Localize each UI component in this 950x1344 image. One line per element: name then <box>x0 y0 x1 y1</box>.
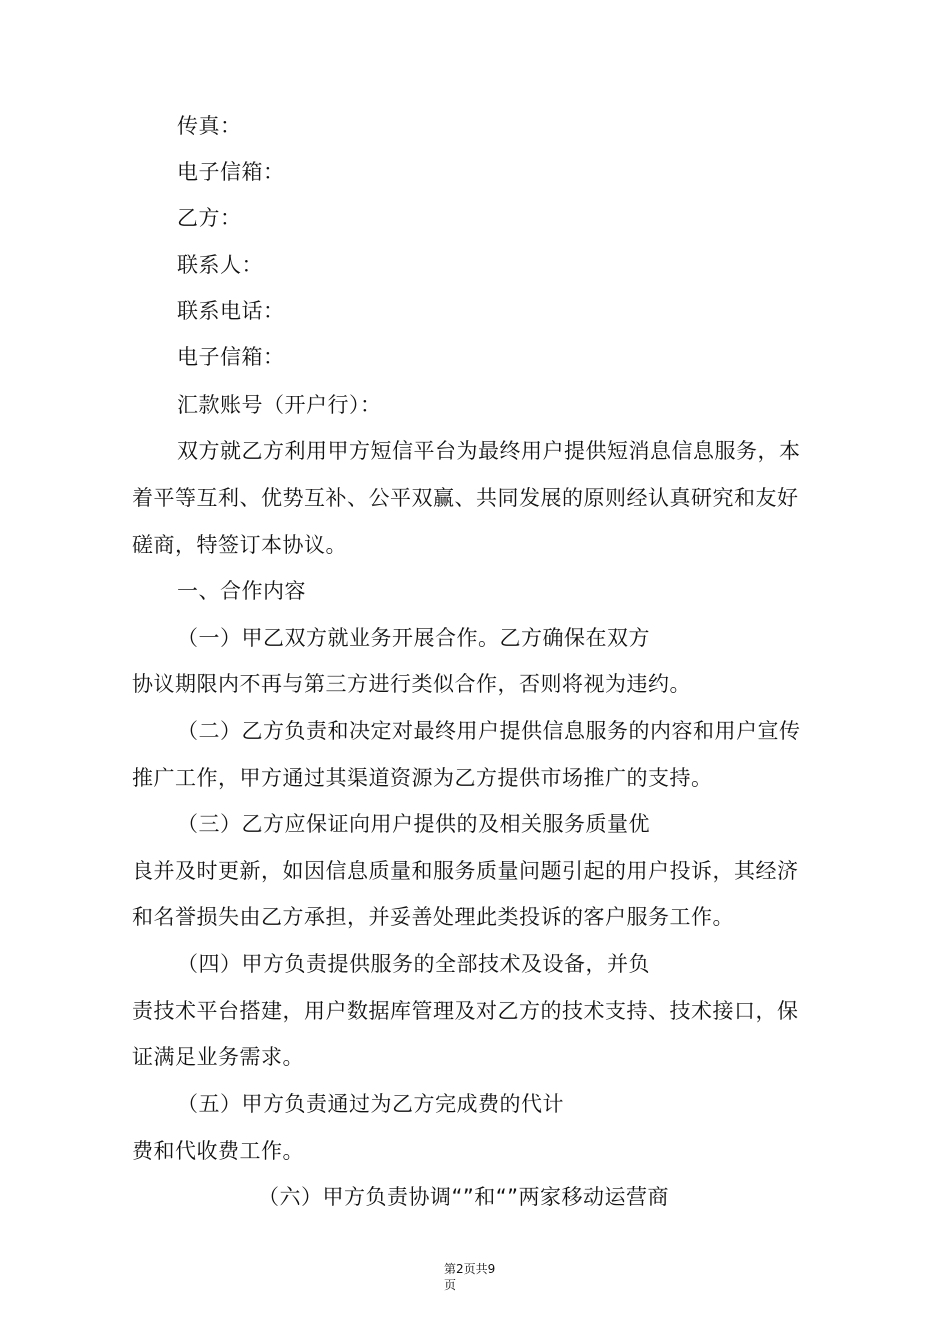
clause-4-line-3: 证满足业务需求。 <box>132 1045 304 1069</box>
page-number-line-2: 页 <box>444 1278 457 1292</box>
preamble-line-1: 双方就乙方利用甲方短信平台为最终用户提供短消息信息服务，本 <box>177 439 801 463</box>
clause-2-line-1: （二）乙方负责和决定对最终用户提供信息服务的内容和用户宣传 <box>177 719 801 743</box>
bank-account-label: 汇款账号（开户行）： <box>177 393 382 417</box>
clause-6-line-1: （六）甲方负责协调“”和“”两家移动运营商 <box>258 1185 670 1209</box>
contact-phone-label: 联系电话： <box>177 299 285 323</box>
clause-1-line-2: 协议期限内不再与第三方进行类似合作，否则将视为违约。 <box>132 672 691 696</box>
contact-person-label: 联系人： <box>177 253 263 277</box>
fax-label: 传真： <box>177 114 242 138</box>
page-number-line-1: 第2页共9 <box>444 1262 496 1276</box>
party-b-label: 乙方： <box>177 206 242 230</box>
email-label-party-b: 电子信箱： <box>177 345 285 369</box>
clause-2-line-2: 推广工作，甲方通过其渠道资源为乙方提供市场推广的支持。 <box>132 766 713 790</box>
clause-5-line-2: 费和代收费工作。 <box>132 1139 304 1163</box>
clause-3-line-3: 和名誉损失由乙方承担，并妥善处理此类投诉的客户服务工作。 <box>132 905 734 929</box>
clause-3-line-1: （三）乙方应保证向用户提供的及相关服务质量优 <box>177 812 650 836</box>
email-label-party-a: 电子信箱： <box>177 160 285 184</box>
preamble-line-3: 磋商，特签订本协议。 <box>132 533 347 557</box>
clause-4-line-2: 责技术平台搭建，用户数据库管理及对乙方的技术支持、技术接口，保 <box>132 999 799 1023</box>
section-heading: 一、合作内容 <box>177 579 306 603</box>
clause-5-line-1: （五）甲方负责通过为乙方完成费的代计 <box>177 1092 564 1116</box>
clause-1-line-1: （一）甲乙双方就业务开展合作。乙方确保在双方 <box>177 626 650 650</box>
clause-4-line-1: （四）甲方负责提供服务的全部技术及设备，并负 <box>177 952 650 976</box>
preamble-line-2: 着平等互利、优势互补、公平双赢、共同发展的原则经认真研究和友好 <box>132 486 799 510</box>
clause-3-line-2: 良并及时更新，如因信息质量和服务质量问题引起的用户投诉，其经济 <box>132 859 799 883</box>
